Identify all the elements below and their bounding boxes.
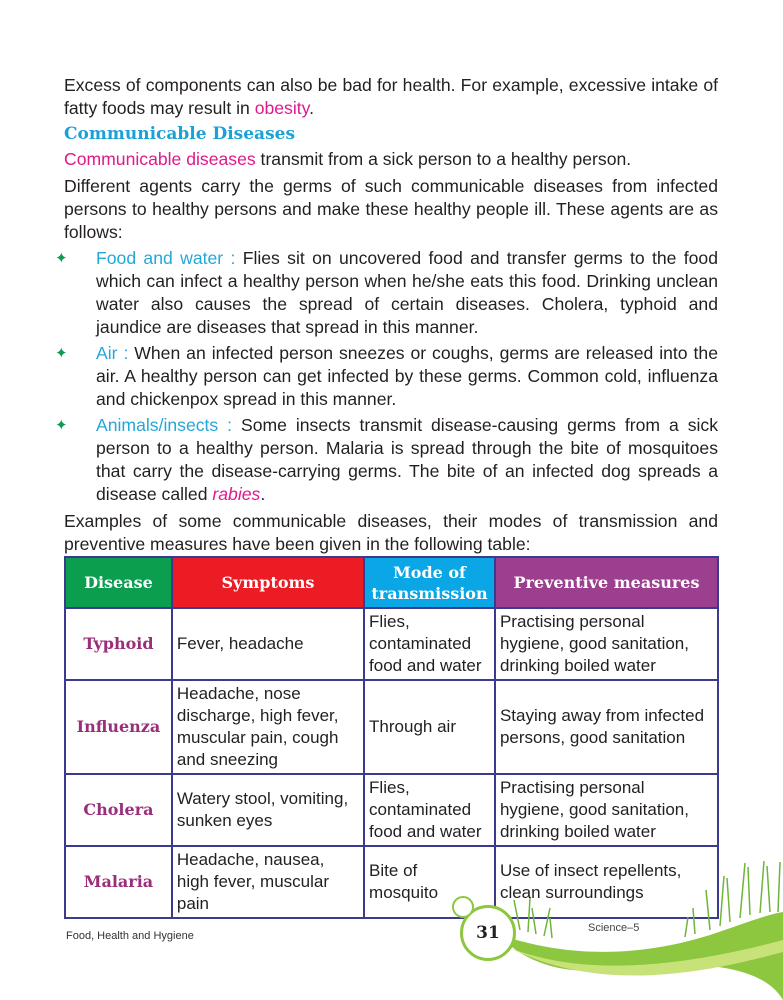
prevention-cell: Staying away from infected persons, good sanitation [495,680,718,774]
grass-swoosh-decoration [480,840,783,1000]
agents-intro-paragraph: Different agents carry the germs of such communicable diseases from infected persons to healthy persons and make these healthy people ill. These agents are as follows: [64,176,718,242]
mode-cell: Through air [364,680,495,774]
intro-paragraph: Excess of components can also be bad for health. For example, excessive intake of fatty foods may result in obesity. [64,75,718,118]
rabies-term: rabies [212,484,261,504]
decorative-small-circle [452,896,474,918]
table-row [65,608,718,680]
list-item-animals-insects: ✦ Animals/insects : Some insects transmit disease-causing germs from a sick person to a healthy person. Malaria is spread through the bite of mosquitoes that carry the disease-carrying germs. The bite of an infected dog spreads a disease called rabies. [55,415,719,504]
section-heading: Communicable Diseases [64,124,296,144]
prevention-cell: Use of insect repellents, clean surroundings [495,846,718,918]
book-title-footer: Science–5 [588,922,640,934]
agents-list [55,247,719,506]
disease-name: Influenza [65,680,172,774]
definition-paragraph: Communicable diseases transmit from a sick person to a healthy person. [64,149,632,169]
mode-cell: Flies, contaminated food and water [364,774,495,846]
page-content [55,74,719,556]
symptoms-cell: Headache, nose discharge, high fever, muscular pain, cough and sneezing [172,680,364,774]
table-row [65,680,718,774]
list-item-food-water: ✦ Food and water : Flies sit on uncovered food and transfer germs to the food which can infect a healthy person when he/she eats this food. Drinking unclean water also causes the spread of certain diseases. Cholera, typhoid and jaundice are diseases that spread in this manner. [55,248,718,337]
chapter-title-footer: Food, Health and Hygiene [66,930,194,942]
disease-name: Cholera [65,774,172,846]
disease-name: Malaria [65,846,172,918]
table-row [65,774,718,846]
disease-name: Typhoid [65,608,172,680]
symptoms-cell: Headache, nausea, high fever, muscular pain [172,846,364,918]
header-symptoms: Symptoms [172,557,364,608]
table-intro-paragraph: Examples of some communicable diseases, their modes of transmission and preventive measures have been given in the following table: [64,511,718,554]
prevention-cell: Practising personal hygiene, good sanitation, drinking boiled water [495,608,718,680]
mode-cell: Bite of mosquito [364,846,495,918]
bullet-label: Air : [96,343,135,363]
diamond-bullet-icon: ✦ [55,345,68,362]
table-header-row [65,557,718,608]
bullet-label: Food and water : [96,248,243,268]
page-number: 31 [476,923,500,943]
diamond-bullet-icon: ✦ [55,250,68,267]
symptoms-cell: Watery stool, vomiting, sunken eyes [172,774,364,846]
definition-term: Communicable diseases [64,149,256,169]
prevention-cell: Practising personal hygiene, good sanitation, drinking boiled water [495,774,718,846]
obesity-term: obesity [254,98,310,118]
list-item-air: ✦ Air : When an infected person sneezes or coughs, germs are released into the air. A healthy person can get infected by these germs. Common cold, influenza and chickenpox spread in this manner. [55,343,718,409]
header-disease: Disease [65,557,172,608]
symptoms-cell: Fever, headache [172,608,364,680]
mode-cell: Flies, contaminated food and water [364,608,495,680]
bullet-label: Animals/insects : [96,415,241,435]
diamond-bullet-icon: ✦ [55,417,68,434]
header-preventive-measures: Preventive measures [495,557,718,608]
header-mode-of-transmission: Mode of transmission [364,557,495,608]
